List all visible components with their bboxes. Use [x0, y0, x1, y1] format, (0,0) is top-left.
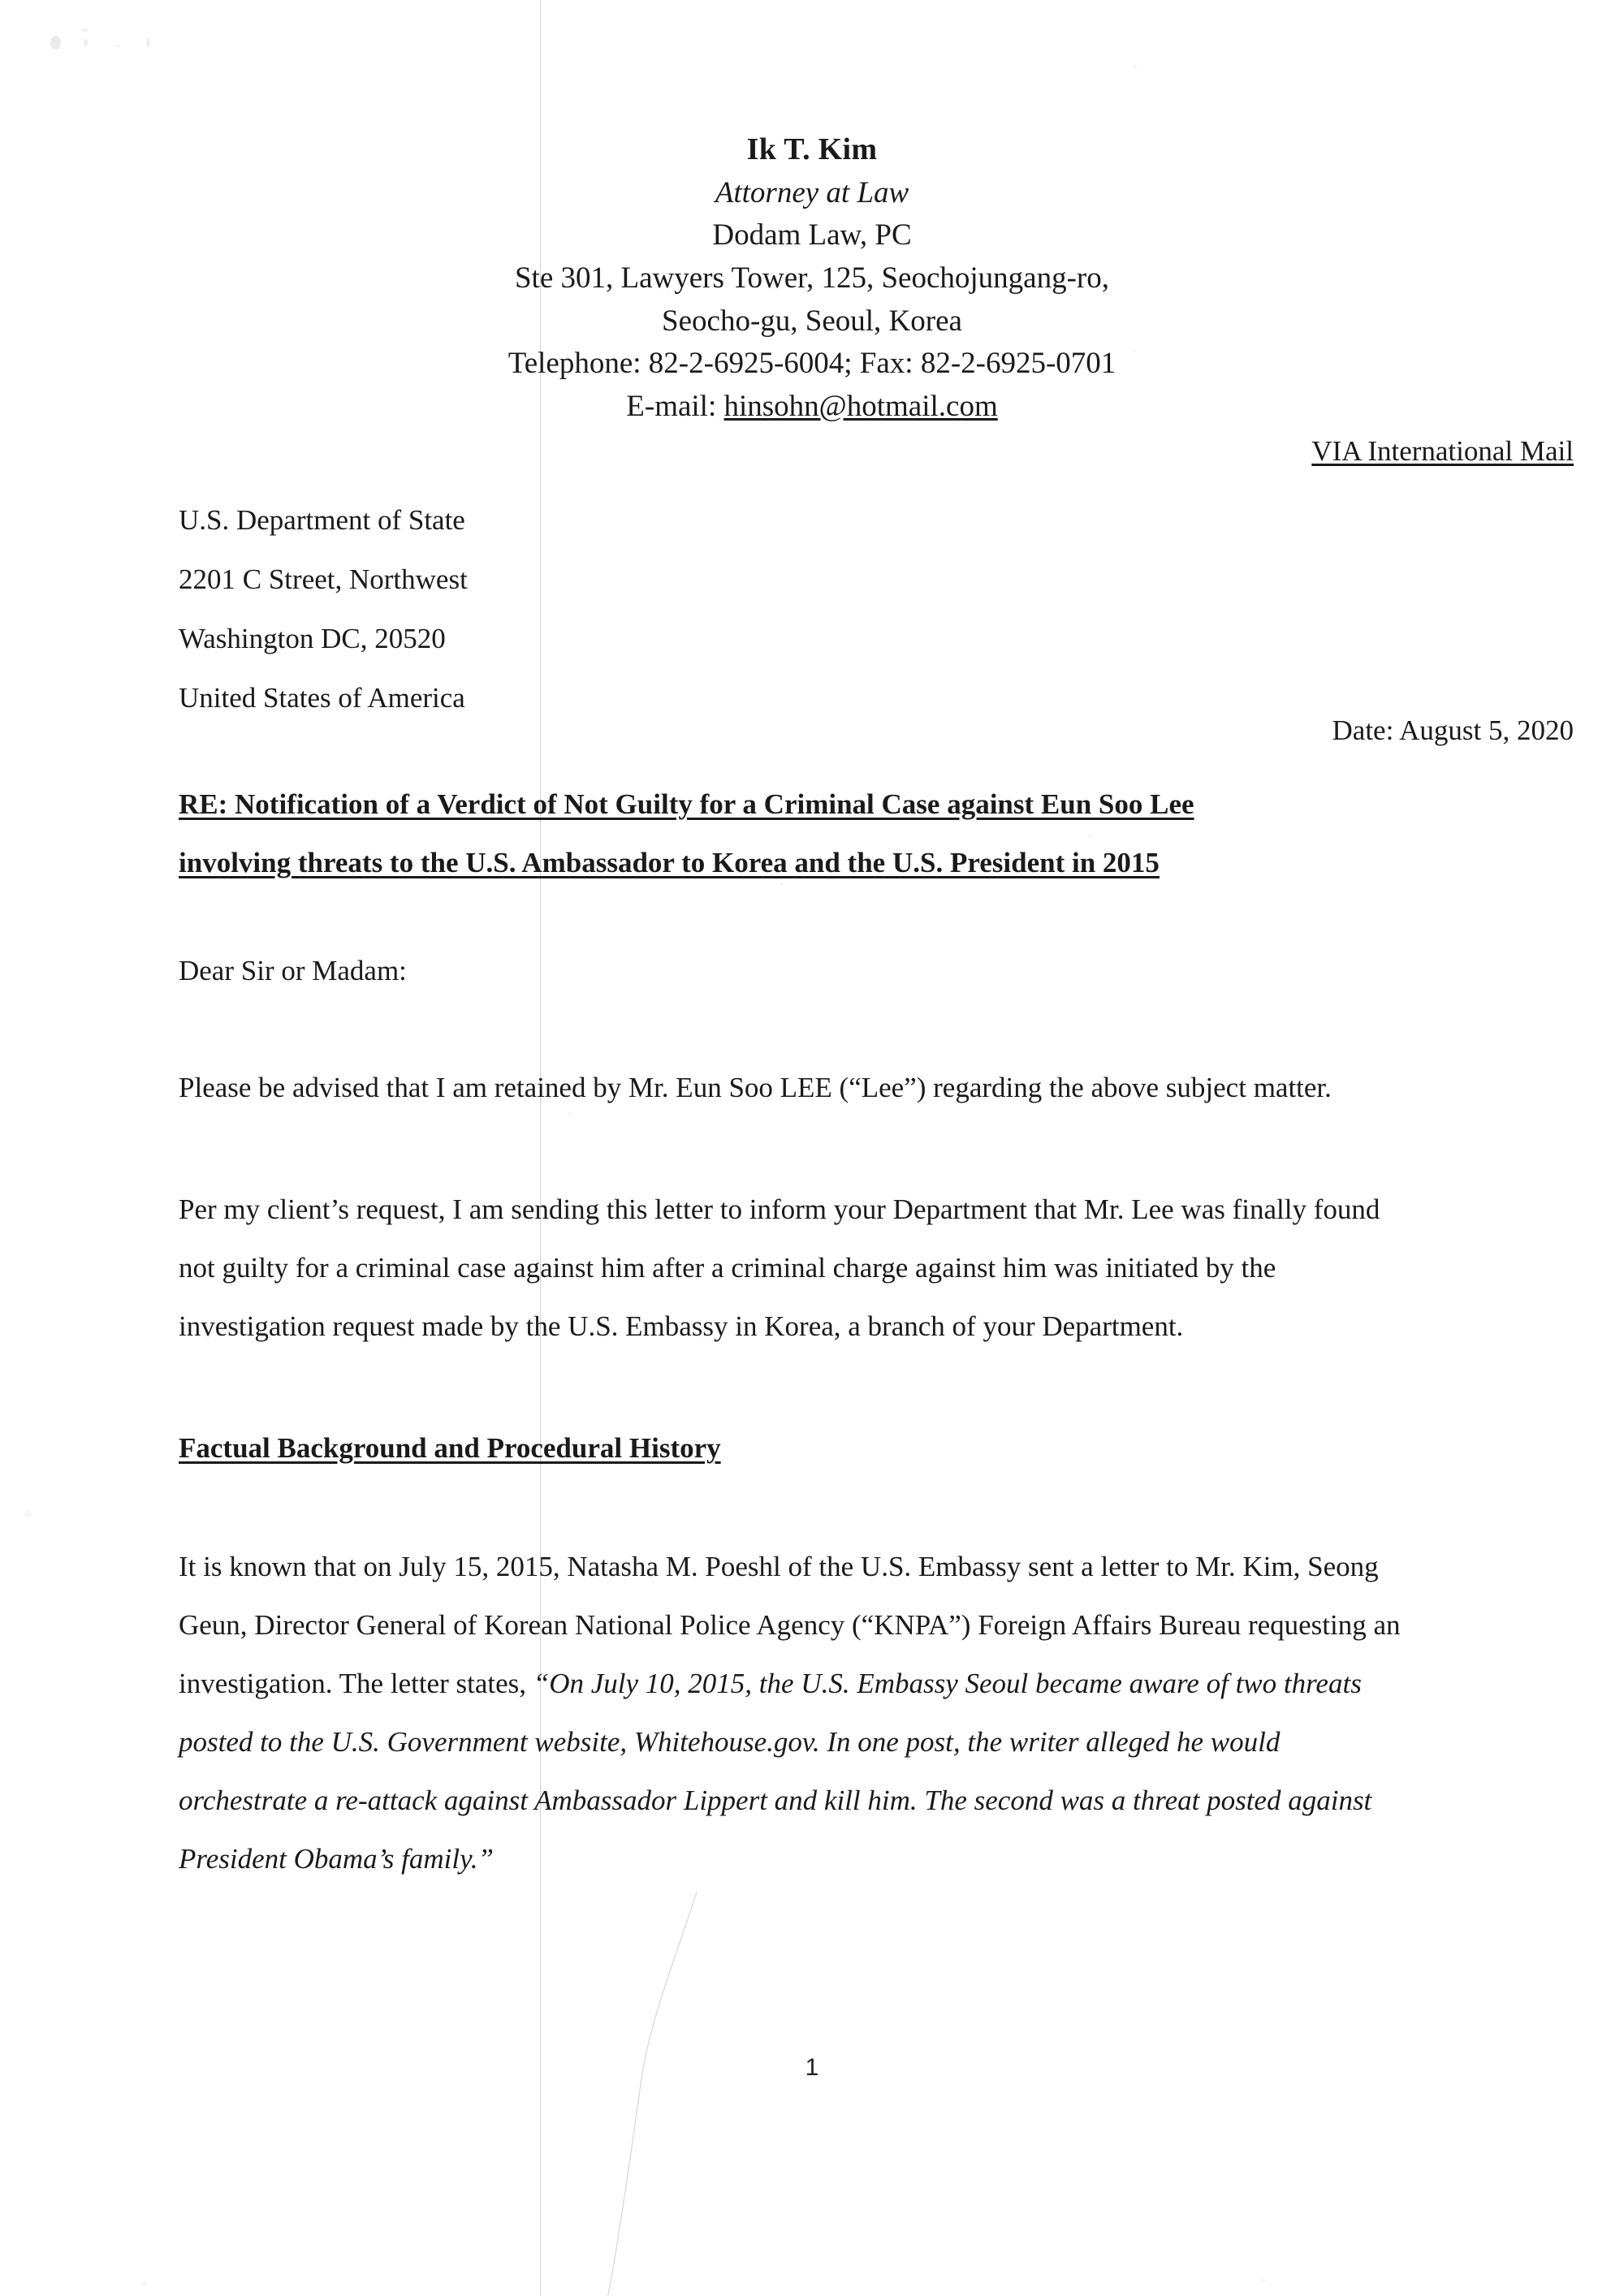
recipient-line-1: U.S. Department of State — [179, 504, 465, 536]
spacer — [179, 1478, 1410, 1538]
body-paragraph-1: Please be advised that I am retained by Mr. Eun Soo LEE (“Lee”) regarding the above subject matter. — [179, 1072, 1332, 1103]
section-heading — [179, 1419, 1410, 1478]
recipient-address — [179, 490, 468, 727]
firm-address-line-2: Seocho-gu, Seoul, Korea — [662, 304, 962, 338]
attorney-name: Ik T. Kim — [746, 132, 878, 166]
scan-speck — [84, 39, 88, 46]
subject-line-1: RE: Notification of a Verdict of Not Guilty for a Criminal Case against Eun Soo Lee — [179, 788, 1194, 820]
letterhead — [0, 128, 1624, 428]
scan-speck — [50, 36, 61, 50]
spacer — [179, 1000, 1410, 1059]
page-number: 1 — [805, 2054, 819, 2081]
embassy-letter-quote: “On July 10, 2015, the U.S. Embassy Seoul became aware of two threats posted to the U.S. Government website, Whitehouse.gov. In one post, the writer alleged he would orchestrate a re-attack against Ambassador Lippert and kill him. The second was a threat posted against President Obama’s family.” — [179, 1668, 1372, 1875]
scan-speck — [1133, 65, 1137, 69]
subject-line — [179, 775, 1413, 892]
spacer — [179, 1117, 1410, 1180]
scan-speck — [24, 1510, 32, 1517]
scan-speck — [1260, 2279, 1266, 2283]
firm-name: Dodam Law, PC — [712, 218, 912, 252]
recipient-line-3: Washington DC, 20520 — [179, 623, 446, 654]
letter-date: Date: August 5, 2020 — [1332, 714, 1574, 746]
scan-speck — [142, 2281, 147, 2285]
scan-speck — [146, 38, 150, 47]
subject-line-2: involving threats to the U.S. Ambassador to Korea and the U.S. President in 2015 — [179, 847, 1160, 878]
firm-email-row — [0, 386, 1624, 429]
body-paragraph-2: Per my client’s request, I am sending this letter to inform your Department that Mr. Lee was finally found not guilty for a criminal case against him after a criminal charge against him was initiated by the investigation request made by the U.S. Embassy in Korea, a branch of your Department. — [179, 1193, 1380, 1342]
recipient-line-4: United States of America — [179, 682, 465, 714]
recipient-line-2: 2201 C Street, Northwest — [179, 563, 468, 595]
scan-speck — [116, 45, 120, 47]
paragraph-3-lead: It is known that on July 15, 2015, Natasha M. Poeshl of the U.S. Embassy sent a letter to Mr. Kim, Seong Geun, Director General of Korean National Police Agency (“KNPA”) Foreign Affairs Bureau requesting an investigation. The letter states, — [179, 1551, 1401, 1699]
email-label: E-mail: — [626, 389, 724, 423]
scan-speck — [81, 28, 89, 32]
letter-body — [179, 942, 1410, 1888]
attorney-title: Attorney at Law — [715, 175, 909, 209]
scan-crease-artifact — [560, 1892, 715, 2296]
section-heading-text: Factual Background and Procedural History — [179, 1432, 721, 1464]
delivery-method: VIA International Mail — [1311, 435, 1574, 467]
body-paragraph-3 — [179, 1538, 1410, 1888]
firm-address-line-1: Ste 301, Lawyers Tower, 125, Seochojungang-ro, — [514, 261, 1109, 296]
spacer — [179, 1356, 1410, 1419]
firm-contact: Telephone: 82-2-6925-6004; Fax: 82-2-6925-0701 — [508, 347, 1116, 381]
email-link[interactable]: hinsohn@hotmail.com — [723, 389, 998, 423]
salutation: Dear Sir or Madam: — [179, 955, 407, 986]
